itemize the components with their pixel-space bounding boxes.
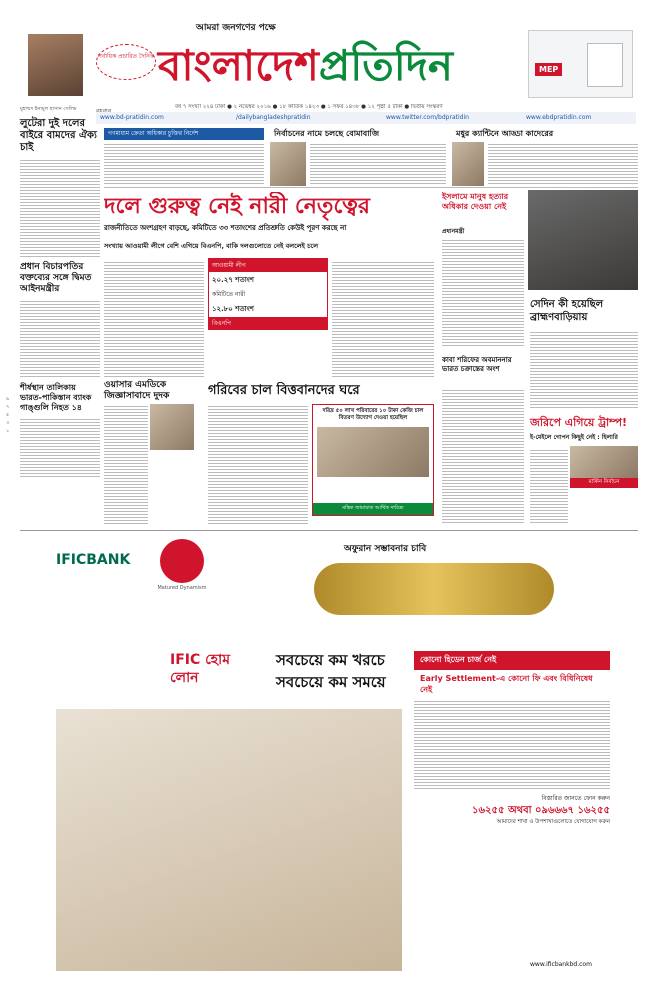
ad-tagline-2: সবচেয়ে কম সময়ে bbox=[276, 673, 386, 691]
trump-body bbox=[530, 448, 568, 524]
info-value: ১২.৮০ শতাংশ bbox=[212, 305, 254, 313]
mep-logo: MEP bbox=[535, 63, 562, 76]
story-body bbox=[20, 158, 100, 258]
kaba-body bbox=[442, 388, 524, 524]
rice-body bbox=[208, 404, 308, 524]
ad-tagline-1: সবচেয়ে কম খরচে bbox=[276, 651, 385, 669]
fire-photo bbox=[528, 190, 638, 290]
rice-footer: মন্ত্রিক জামায়াত আর্থিক দারিদ্র্য bbox=[313, 503, 433, 515]
election-badge: মার্কিন নির্বাচন bbox=[570, 478, 638, 488]
top-story-headline[interactable]: গণমাধ্যম ক্রেতা অধিকার চুক্তির নির্দেশ bbox=[104, 128, 264, 140]
logo-right: প্রতিদিন bbox=[318, 41, 453, 90]
rice-photo bbox=[317, 427, 429, 477]
rice-box bbox=[312, 404, 434, 516]
story-headline[interactable]: প্রধান বিচারপতির বক্তব্যের সঙ্গে দ্বিমত আইনমন্ত্রীর bbox=[20, 262, 92, 294]
page-index: ৯ ৭ ৫ ৩ ১ bbox=[6, 396, 10, 434]
mep-ad bbox=[528, 30, 633, 98]
switch-icon bbox=[587, 43, 623, 87]
lead-headline[interactable]: দলে গুরুত্ব নেই নারী নেতৃত্বের bbox=[104, 194, 371, 219]
ific-logo bbox=[56, 549, 130, 568]
info-value: ২০.২৭ শতাংশ bbox=[212, 276, 254, 284]
candidate-photos bbox=[570, 446, 638, 478]
ific-bank-name: IFICBANK bbox=[56, 552, 131, 568]
story-body bbox=[20, 417, 100, 477]
ad-branches: আমাদের শাখা ও উপশাখাগুলোতে যোগাযোগ করুন bbox=[496, 819, 610, 825]
columnist-photo bbox=[28, 34, 83, 96]
brahmanbaria-body bbox=[530, 330, 638, 410]
story-headline[interactable]: লুটেরা দুই দলের বাইরে বামদের ঐক্য চাই bbox=[20, 118, 97, 153]
top-strip bbox=[104, 128, 638, 188]
logo-left: বাংলাদেশ bbox=[158, 41, 319, 90]
slogan: আমরা জনগণের পক্ষে bbox=[196, 23, 276, 33]
ad-body bbox=[414, 699, 610, 789]
story-headline[interactable]: শীর্ষস্থান তালিকায় ভারত-পাকিস্তান ব্যাংক গাঙ্গুলি নিহত ১৪ bbox=[20, 383, 92, 412]
newspaper-logo bbox=[158, 38, 518, 94]
top-story-headline[interactable]: মধুর ক্যান্টিনে আড্ডা কাদেরের bbox=[452, 128, 638, 140]
ific-ad bbox=[20, 530, 638, 980]
family-photo bbox=[56, 709, 402, 971]
info-label: বিএনপি bbox=[209, 317, 327, 330]
anniversary-caption: Matured Dynamism bbox=[157, 585, 207, 591]
twitter-link[interactable]: www.twitter.com/bdpratidin bbox=[386, 114, 469, 121]
kaba-headline[interactable]: কাবা শরিফের অবমাননার ভারত চক্রান্তের অংশ bbox=[442, 356, 512, 373]
top-story-body bbox=[310, 142, 446, 186]
ad-phones[interactable]: ১৬২৫৫ অথবা ০৯৬৬৬৭ ১৬২৫৫ bbox=[472, 805, 610, 816]
lead-body bbox=[332, 260, 434, 378]
top-story-headline[interactable]: নির্বাচনের নামে চলছে বোমাবাজি bbox=[270, 128, 446, 140]
ad-url[interactable]: www.ificbankbd.com bbox=[530, 961, 592, 968]
trump-headline[interactable]: জরিপে এগিয়ে ট্রাম্প! bbox=[530, 416, 627, 429]
story-body bbox=[20, 299, 100, 379]
link-bar bbox=[96, 112, 636, 124]
brahmanbaria-headline[interactable]: সেদিন কী হয়েছিল ব্রাহ্মণবাড়িয়ায় bbox=[530, 299, 604, 323]
info-title: আওয়ামী লীগ bbox=[209, 259, 327, 272]
web-link[interactable]: www.bd-pratidin.com bbox=[100, 114, 164, 121]
hillary-subhead: ই-মেইলে গোপন কিছুই নেই : হিলারি bbox=[530, 434, 618, 441]
left-column bbox=[20, 106, 100, 466]
politician-photo bbox=[452, 142, 484, 186]
rice-box-title: দরিদ্র ৫০ লাখ পরিবারের ১০ টাকা কেজি চাল বিতরণ উদ্যোগ দেওয়া হয়েছিল bbox=[322, 408, 424, 421]
lead-subhead-2: সংখ্যায় আওয়ামী লীগে বেশি এগিয়ে বিএনপি, বাকি দলগুলোতে নেই বললেই চলে bbox=[104, 242, 319, 250]
wasa-headline[interactable]: ওয়াসার এমডিকে জিজ্ঞাসাবাদে দুদক bbox=[104, 380, 170, 401]
top-story-body bbox=[488, 142, 638, 186]
info-box bbox=[208, 258, 328, 330]
home-loan-logo: IFIC হোম লোন bbox=[170, 652, 230, 686]
islam-headline[interactable]: ইসলামে মানুষ হত্যার অধিকার দেওয়া নেই bbox=[442, 192, 509, 211]
byline: মুহাম্মদ ইনামুল হাসান সেলিম bbox=[20, 106, 77, 112]
early-settlement-banner: Early Settlement-এ কোনো ফি এবং বিধিনিষেধ নেই bbox=[420, 674, 593, 694]
facebook-link[interactable]: /dailybangladeshpratidin bbox=[236, 114, 311, 121]
key-caption: অফুরান সম্ভাবনার চাবি bbox=[344, 544, 427, 554]
politician-photo bbox=[270, 142, 306, 186]
info-label: কমিটিতে নারী bbox=[212, 291, 246, 298]
dateline: বর্ষ ৭ সংখ্যা ২২৪ ঢাকা ● ২ নভেম্বর ২০১৬ ● ১৮ কার্তিক ১৪২৩ ● ১ সফর ১৪৩৮ ● ১২ পৃষ্ঠা ৫ টাকা ● দ্বিতীয় সংস্করণ bbox=[175, 104, 443, 110]
lead-body bbox=[104, 260, 204, 378]
ad-contact-line: বিস্তারিত জানতে ফোন করুন bbox=[541, 795, 610, 802]
rice-headline[interactable]: গরিবের চাল বিত্তবানদের ঘরে bbox=[208, 383, 360, 398]
lead-subhead: রাজনীতিতে অংশগ্রহণ বাড়ছে, কমিটিতে ৩৩ শতাংশের প্রতিশ্রুতি কেউই পূরণ করছে না bbox=[104, 224, 347, 232]
top-story-body bbox=[104, 142, 264, 186]
wasa-photo bbox=[150, 404, 194, 450]
key-graphic bbox=[314, 563, 554, 615]
islam-byline: প্রধানমন্ত্রী bbox=[442, 228, 465, 235]
anniversary-badge bbox=[160, 539, 204, 583]
wasa-body bbox=[104, 404, 148, 524]
islam-body bbox=[442, 238, 524, 348]
epaper-link[interactable]: www.ebdpratidin.com bbox=[526, 114, 592, 121]
edition-badge: সর্বাধিক প্রচারিত দৈনিক bbox=[96, 44, 156, 80]
no-hidden-charge-banner: কোনো হিডেন চার্জ নেই bbox=[414, 651, 610, 670]
